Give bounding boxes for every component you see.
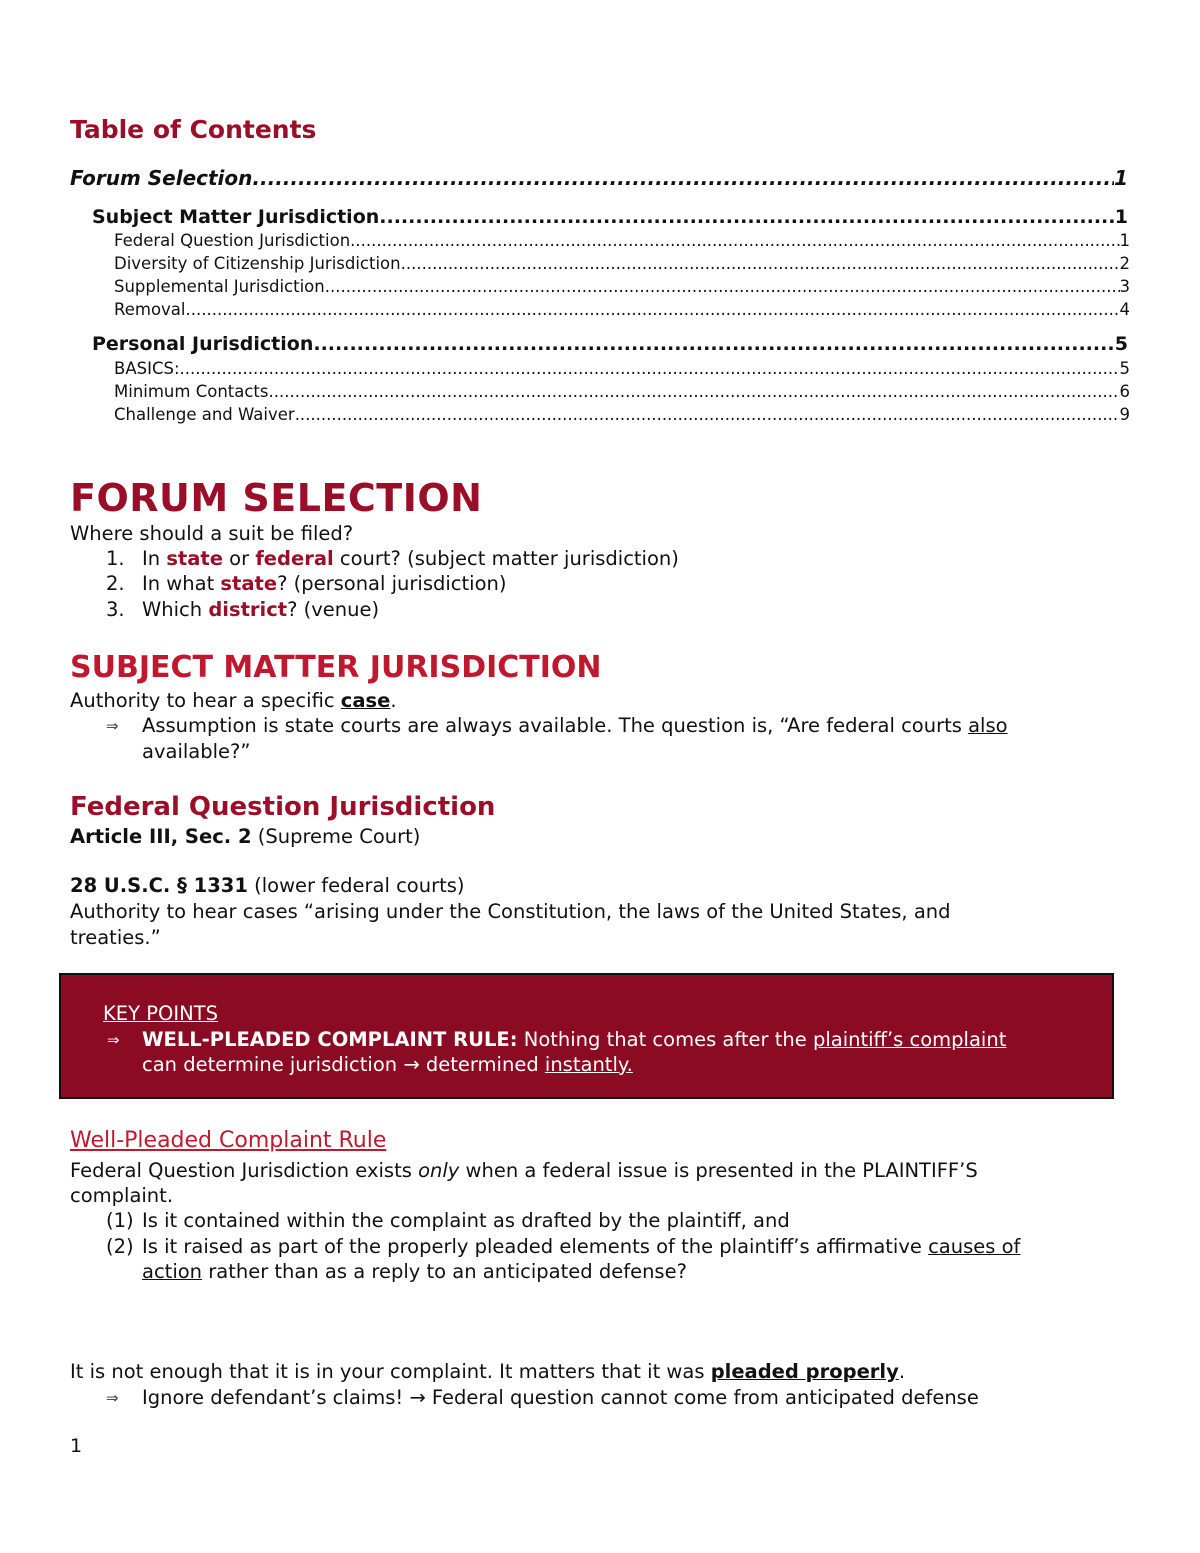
forum-item: In what state? (personal jurisdiction) bbox=[142, 572, 507, 595]
forum-item-number: 3. bbox=[106, 598, 125, 621]
arrow-icon: ⇒ bbox=[106, 717, 119, 735]
wpcr-question-cont: action rather than as a reply to an anticipated defense? bbox=[142, 1260, 687, 1283]
toc-entry-subject-matter-jurisdiction[interactable]: Subject Matter Jurisdiction ..... 1 bbox=[92, 206, 1128, 228]
wpcr-definition-cont: complaint. bbox=[70, 1184, 174, 1207]
toc-entry-removal[interactable]: Removal ..... 4 bbox=[114, 300, 1130, 319]
page-number: 1 bbox=[70, 1435, 83, 1457]
toc-entry-challenge-and-waiver[interactable]: Challenge and Waiver ..... 9 bbox=[114, 405, 1130, 424]
toc-title: Table of Contents bbox=[70, 115, 317, 144]
key-point-rule-cont: can determine jurisdiction → determined instantly. bbox=[142, 1053, 633, 1076]
key-point-rule: WELL-PLEADED COMPLAINT RULE: Nothing that comes after the plaintiff’s complaint bbox=[142, 1028, 1007, 1051]
forum-item: Which district? (venue) bbox=[142, 598, 380, 621]
wpcr-note: It is not enough that it is in your complaint. It matters that it was pleaded properly. bbox=[70, 1360, 906, 1383]
fqj-article: Article III, Sec. 2 (Supreme Court) bbox=[70, 825, 421, 848]
wpcr-heading[interactable]: Well-Pleaded Complaint Rule bbox=[70, 1128, 387, 1153]
wpcr-question: Is it contained within the complaint as drafted by the plaintiff, and bbox=[142, 1209, 790, 1232]
key-points-title: KEY POINTS bbox=[103, 1002, 218, 1025]
toc-entry-personal-jurisdiction[interactable]: Personal Jurisdiction ..... 5 bbox=[92, 333, 1128, 355]
wpcr-question-number: (1) bbox=[106, 1209, 134, 1232]
toc-entry-forum-selection[interactable]: Forum Selection ..... 1 bbox=[70, 166, 1128, 190]
forum-item-number: 2. bbox=[106, 572, 125, 595]
wpcr-question: Is it raised as part of the properly pleaded elements of the plaintiff’s affirmative causes of bbox=[142, 1235, 1021, 1258]
wpcr-definition: Federal Question Jurisdiction exists only when a federal issue is presented in the PLAINTIFF’S bbox=[70, 1159, 978, 1182]
fqj-heading: Federal Question Jurisdiction bbox=[70, 792, 496, 822]
toc-entry-diversity-jurisdiction[interactable]: Diversity of Citizenship Jurisdiction ..... 2 bbox=[114, 254, 1130, 273]
forum-question: Where should a suit be filed? bbox=[70, 522, 354, 545]
smj-definition: Authority to hear a specific case. bbox=[70, 689, 397, 712]
fqj-authority: Authority to hear cases “arising under the Constitution, the laws of the United States, and bbox=[70, 900, 951, 923]
forum-item: In state or federal court? (subject matter jurisdiction) bbox=[142, 547, 679, 570]
wpcr-note-bullet: Ignore defendant’s claims! → Federal question cannot come from anticipated defense bbox=[142, 1386, 979, 1409]
toc-entry-basics[interactable]: BASICS: ..... 5 bbox=[114, 359, 1130, 378]
smj-heading: SUBJECT MATTER JURISDICTION bbox=[70, 650, 602, 685]
smj-bullet-cont: available?” bbox=[142, 740, 251, 763]
toc-entry-supplemental-jurisdiction[interactable]: Supplemental Jurisdiction ..... 3 bbox=[114, 277, 1130, 296]
smj-bullet: Assumption is state courts are always available. The question is, “Are federal courts also bbox=[142, 714, 1008, 737]
forum-selection-heading: FORUM SELECTION bbox=[70, 476, 483, 520]
toc-entry-federal-question-jurisdiction[interactable]: Federal Question Jurisdiction ..... 1 bbox=[114, 231, 1130, 250]
forum-item-number: 1. bbox=[106, 547, 125, 570]
arrow-icon: ⇒ bbox=[106, 1389, 119, 1407]
arrow-icon: ⇒ bbox=[107, 1031, 120, 1049]
key-points-box bbox=[59, 973, 1114, 1099]
fqj-authority-cont: treaties.” bbox=[70, 926, 161, 949]
toc-entry-minimum-contacts[interactable]: Minimum Contacts ..... 6 bbox=[114, 382, 1130, 401]
fqj-statute: 28 U.S.C. § 1331 (lower federal courts) bbox=[70, 874, 465, 897]
wpcr-question-number: (2) bbox=[106, 1235, 134, 1258]
